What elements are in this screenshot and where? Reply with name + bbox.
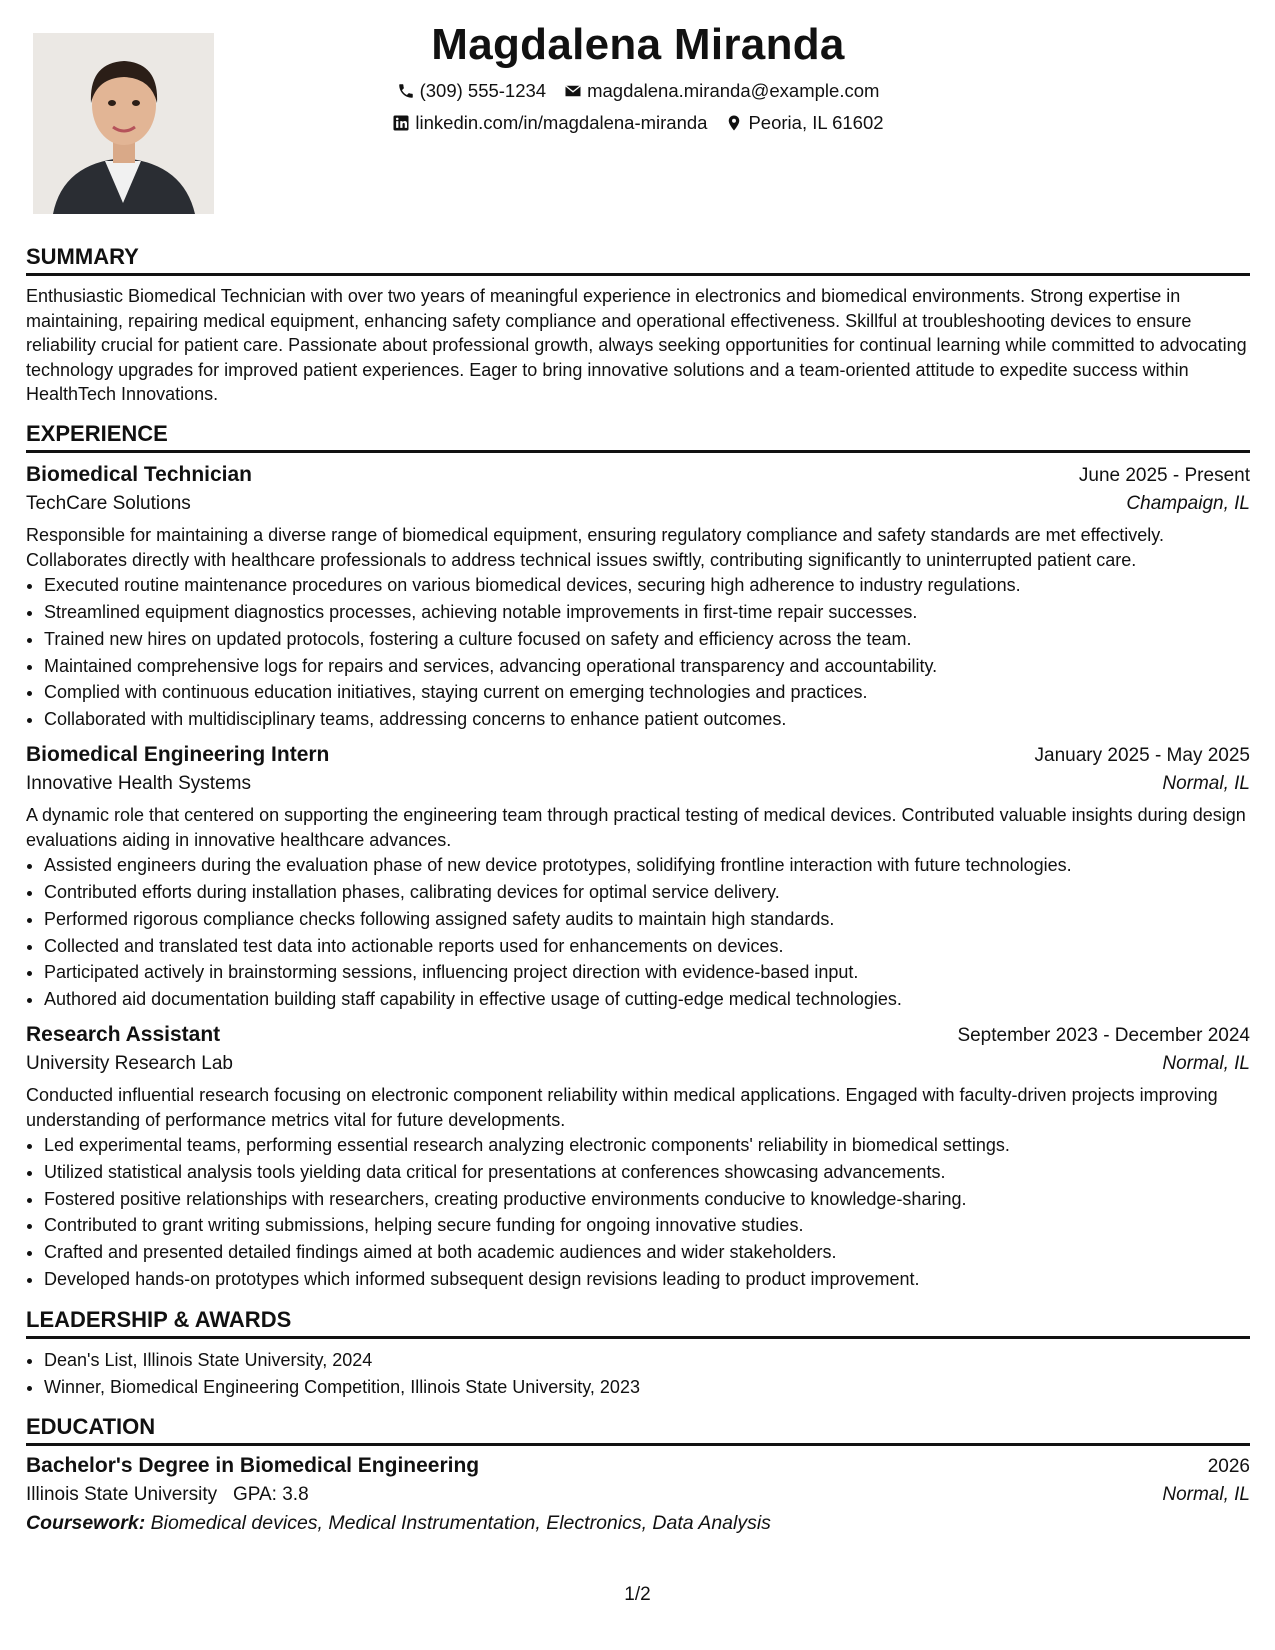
list-item: • Dean's List, Illinois State University, 2024: [44, 1347, 1250, 1374]
job-bullets: [26, 1132, 1250, 1293]
resume-header: [26, 0, 1250, 232]
experience-heading: EXPERIENCE: [26, 421, 1250, 453]
job-title: Research Assistant: [26, 1022, 221, 1046]
location-text: Peoria, IL 61602: [748, 112, 884, 133]
graduation-year: 2026: [1207, 1456, 1250, 1478]
list-item: • Winner, Biomedical Engineering Competition, Illinois State University, 2023: [44, 1374, 1250, 1401]
school-location: Normal, IL: [1162, 1484, 1250, 1506]
contact-linkedin[interactable]: [392, 112, 707, 134]
envelope-icon: [564, 82, 582, 100]
list-item: • Developed hands-on prototypes which informed subsequent design revisions leading to product improvement.: [44, 1266, 1250, 1293]
contact-line-secondary: [26, 112, 1250, 134]
contact-location: [725, 112, 883, 134]
summary-text: Enthusiastic Biomedical Technician with over two years of meaningful experience in electronics and biomedical environments. Strong expertise in maintaining, repairing medical equipment, enhancing safety compliance and operational effectiveness. Skillful at troubleshooting devices to ensure reliability crucial for patient care. Passionate about professional growth, always seeking opportunities for continual learning while committed to advocating technology upgrades for improved patient experiences. Eager to bring innovative solutions and a team-oriented attitude to expedite success within HealthTech Innovations.: [26, 286, 1247, 405]
list-item: • Participated actively in brainstorming sessions, influencing project direction with evidence-based input.: [44, 959, 1250, 986]
job-dates: June 2025 - Present: [1078, 464, 1250, 486]
list-item: • Collaborated with multidisciplinary teams, addressing concerns to enhance patient outcomes.: [44, 706, 1250, 733]
list-item: • Assisted engineers during the evaluation phase of new device prototypes, solidifying frontline interaction with future technologies.: [44, 852, 1250, 879]
gpa: GPA: 3.8: [232, 1484, 309, 1506]
list-item: • Performed rigorous compliance checks following assigned safety audits to maintain high standards.: [44, 906, 1250, 933]
job-dates: January 2025 - May 2025: [1034, 744, 1250, 766]
job-title: Biomedical Technician: [26, 462, 253, 486]
list-item: • Maintained comprehensive logs for repairs and services, advancing operational transparency and accountability.: [44, 653, 1250, 680]
list-item: • Complied with continuous education initiatives, staying current on emerging technologies and practices.: [44, 679, 1250, 706]
list-item: • Led experimental teams, performing essential research analyzing electronic components' reliability in biomedical settings.: [44, 1132, 1250, 1159]
company-name: Innovative Health Systems: [26, 772, 251, 794]
resume-page: [26, 0, 1250, 1535]
job-title: Biomedical Engineering Intern: [26, 742, 330, 766]
job-description: Responsible for maintaining a diverse range of biomedical equipment, ensuring regulatory compliance and safety standards are met effectively. Collaborates directly with healthcare professionals to address technical issues swiftly, contributing significantly to uninterrupted patient care.: [26, 524, 1164, 570]
experience-entry: [26, 743, 1250, 1013]
job-location: Normal, IL: [1162, 1052, 1250, 1074]
school-name: Illinois State University: [26, 1484, 218, 1506]
coursework-list: Biomedical devices, Medical Instrumentation, Electronics, Data Analysis: [150, 1512, 771, 1535]
experience-entry: [26, 1023, 1250, 1293]
contact-line-primary: [26, 80, 1250, 102]
job-bullets: [26, 572, 1250, 733]
experience-entry: [26, 463, 1250, 733]
linkedin-icon: [392, 114, 410, 132]
coursework-line: [26, 1512, 1250, 1535]
list-item: • Utilized statistical analysis tools yielding data critical for presentations at conferences showcasing advancements.: [44, 1159, 1250, 1186]
coursework-label: Coursework:: [26, 1512, 146, 1535]
awards-heading: LEADERSHIP & AWARDS: [26, 1307, 1250, 1339]
job-location: Normal, IL: [1162, 772, 1250, 794]
page-number: 1/2: [624, 1584, 651, 1605]
list-item: • Contributed to grant writing submissions, helping secure funding for ongoing innovative studies.: [44, 1212, 1250, 1239]
job-location: Champaign, IL: [1126, 492, 1250, 514]
job-description: Conducted influential research focusing on electronic component reliability within medical applications. Engaged with faculty-driven projects improving understanding of performance metrics vital for future developments.: [26, 1084, 1218, 1130]
summary-heading: SUMMARY: [26, 244, 1250, 276]
list-item: • Contributed efforts during installation phases, calibrating devices for optimal service delivery.: [44, 879, 1250, 906]
map-pin-icon: [725, 114, 743, 132]
candidate-name: Magdalena Miranda: [431, 20, 845, 69]
education-heading: EDUCATION: [26, 1414, 1250, 1446]
list-item: • Authored aid documentation building staff capability in effective usage of cutting-edge medical technologies.: [44, 986, 1250, 1013]
list-item: • Crafted and presented detailed findings aimed at both academic audiences and wider stakeholders.: [44, 1239, 1250, 1266]
phone-icon: [397, 82, 415, 100]
degree-title: Bachelor's Degree in Biomedical Engineering: [26, 1454, 480, 1478]
company-name: TechCare Solutions: [26, 492, 191, 514]
job-description: A dynamic role that centered on supporting the engineering team through practical testing of medical devices. Contributed valuable insights during design evaluations aiding in innovative healthcare advances.: [26, 804, 1246, 850]
email-text: magdalena.miranda@example.com: [587, 80, 880, 101]
list-item: • Fostered positive relationships with researchers, creating productive environments conducive to knowledge-sharing.: [44, 1186, 1250, 1213]
contact-email[interactable]: [564, 80, 879, 102]
list-item: • Streamlined equipment diagnostics processes, achieving notable improvements in first-time repair successes.: [44, 599, 1250, 626]
job-dates: September 2023 - December 2024: [957, 1024, 1250, 1046]
contact-phone: [397, 80, 547, 102]
phone-text: (309) 555-1234: [419, 80, 547, 101]
job-bullets: [26, 852, 1250, 1013]
linkedin-text: linkedin.com/in/magdalena-miranda: [415, 112, 708, 133]
list-item: • Collected and translated test data into actionable reports used for enhancements on devices.: [44, 933, 1250, 960]
company-name: University Research Lab: [26, 1052, 233, 1074]
awards-list: [26, 1347, 1250, 1401]
list-item: • Executed routine maintenance procedures on various biomedical devices, securing high adherence to industry regulations.: [44, 572, 1250, 599]
education-entry: [26, 1454, 1250, 1535]
list-item: • Trained new hires on updated protocols, fostering a culture focused on safety and efficiency across the team.: [44, 626, 1250, 653]
